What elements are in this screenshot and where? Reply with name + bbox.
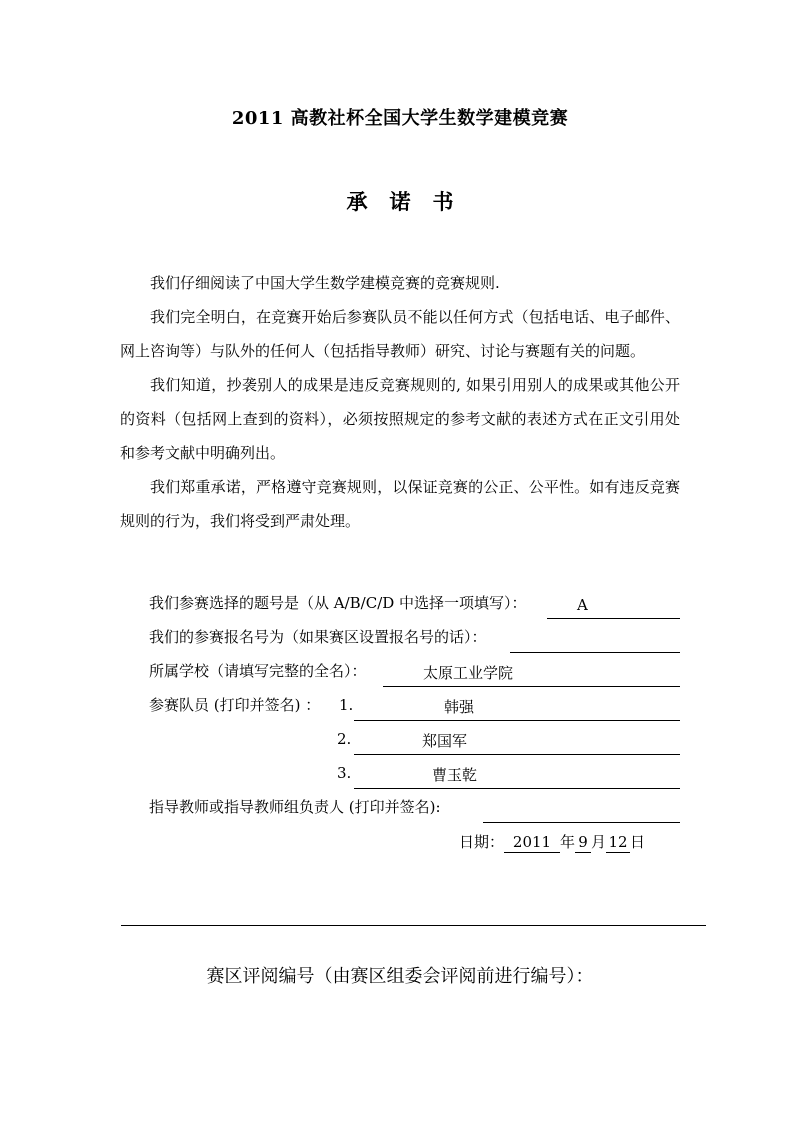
review-number-label: 赛区评阅编号（由赛区组委会评阅前进行编号）：: [206, 966, 594, 987]
date-year[interactable]: 2011: [504, 832, 560, 853]
member-row-2: [149, 722, 680, 756]
member-name-1: 韩强: [444, 698, 475, 716]
school-field[interactable]: [383, 662, 680, 687]
date-line: [459, 827, 645, 857]
advisor-row: [149, 790, 680, 824]
commitment-body: [120, 266, 680, 538]
heading-char-2: 诺: [389, 189, 411, 214]
registration-field[interactable]: [510, 628, 680, 653]
advisor-field[interactable]: [483, 798, 680, 823]
paragraph-2: 我们完全明白，在竞赛开始后参赛队员不能以任何方式（包括电话、电子邮件、网上咨询等）与队外的任何人（包括指导教师）研究、讨论与赛题有关的问题。: [120, 308, 680, 360]
date-year-unit: 年: [560, 833, 576, 851]
date-month[interactable]: 9: [575, 832, 591, 853]
member-row-3: [149, 756, 680, 790]
registration-row: [149, 620, 680, 654]
advisor-label: 指导教师或指导教师组负责人 (打印并签名):: [149, 798, 441, 816]
paragraph-1: 我们仔细阅读了中国大学生数学建模竞赛的竞赛规则.: [150, 274, 500, 292]
member-row-1: [149, 688, 680, 722]
problem-label: 我们参赛选择的题号是（从 A/B/C/D 中选择一项填写）：: [149, 594, 527, 612]
school-label: 所属学校（请填写完整的全名）：: [149, 662, 367, 680]
heading-char-3: 书: [432, 189, 454, 214]
heading-char-1: 承: [346, 189, 368, 214]
date-month-unit: 月: [591, 833, 607, 851]
divider-line: [121, 925, 706, 926]
document-title: 2011 高教社杯全国大学生数学建模竞赛: [231, 108, 569, 129]
entry-form: [149, 586, 680, 824]
member-name-2: 郑国军: [422, 732, 468, 750]
date-label: 日期：: [459, 833, 505, 851]
member-number-1: 1.: [339, 696, 354, 714]
commitment-heading: [0, 187, 800, 217]
problem-value: A: [577, 596, 588, 614]
members-label: 参赛队员 (打印并签名) ：: [149, 696, 321, 714]
paragraph-3: 我们知道，抄袭别人的成果是违反竞赛规则的, 如果引用别人的成果或其他公开的资料（包括网上查到的资料），必须按照规定的参考文献的表述方式在正文引用处和参考文献中明确列出。: [120, 376, 680, 462]
member-field-2[interactable]: [354, 730, 680, 755]
member-field-1[interactable]: [354, 696, 680, 721]
member-number-2: 2.: [337, 730, 352, 748]
member-name-3: 曹玉乾: [432, 766, 478, 784]
problem-row: [149, 586, 680, 620]
registration-label: 我们的参赛报名号为（如果赛区设置报名号的话）：: [149, 628, 487, 646]
date-day[interactable]: 12: [606, 832, 630, 853]
member-number-3: 3.: [337, 764, 352, 782]
problem-field[interactable]: [547, 594, 680, 619]
school-row: [149, 654, 680, 688]
paragraph-4: 我们郑重承诺，严格遵守竞赛规则，以保证竞赛的公正、公平性。如有违反竞赛规则的行为，我们将受到严肃处理。: [120, 478, 680, 530]
member-field-3[interactable]: [354, 764, 680, 789]
school-value: 太原工业学院: [423, 664, 514, 682]
date-day-unit: 日: [630, 833, 646, 851]
